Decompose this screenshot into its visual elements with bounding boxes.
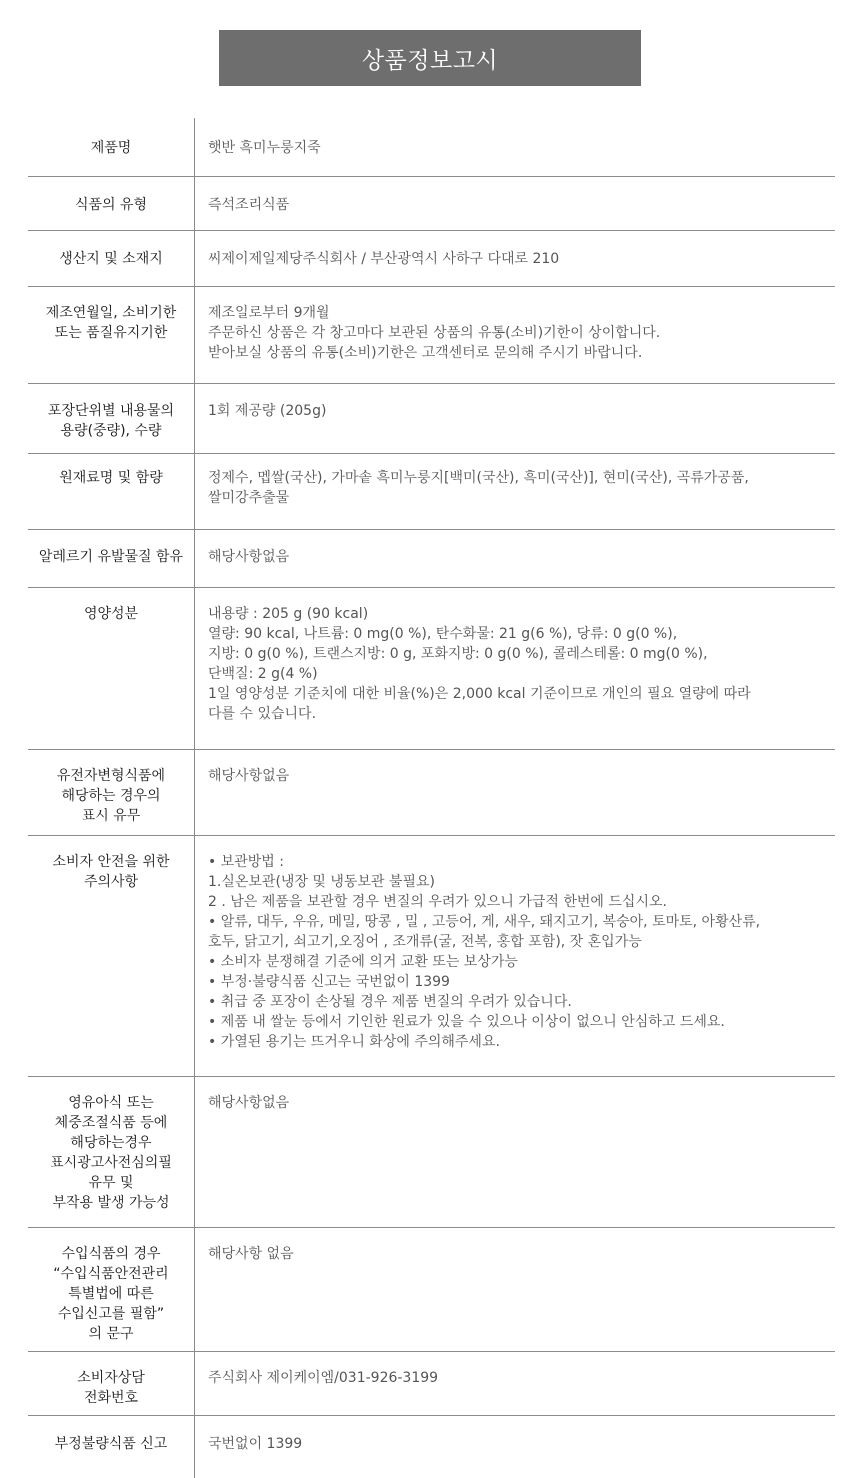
row-label-line: 해당하는 경우의: [61, 788, 161, 804]
row-value-line: • 알류, 대두, 우유, 메밀, 땅콩 , 밀 , 고등어, 게, 새우, 돼지고기, 복숭아, 토마토, 아황산류,: [208, 914, 761, 930]
row-label-line: 알레르기 유발물질 함유: [38, 549, 184, 565]
row-label: [28, 1244, 194, 1344]
table-row: [28, 231, 835, 287]
row-value-line: 해당사항없음: [208, 1095, 290, 1111]
row-label-line: 소비자상담: [77, 1370, 145, 1386]
table-row: [28, 1228, 835, 1352]
row-label-line: 해당하는경우: [70, 1135, 152, 1151]
row-label-line: 식품의 유형: [74, 197, 148, 213]
row-value: [208, 547, 828, 567]
row-value-line: 2 . 남은 제품을 보관할 경우 변질의 우려가 있으니 가급적 한번에 드십시오.: [208, 894, 667, 910]
row-label-line: 영양성분: [83, 606, 139, 622]
table-row: [28, 1352, 835, 1416]
row-value: [208, 604, 828, 724]
table-row: [28, 454, 835, 530]
row-value-line: 쌀미강추출물: [208, 490, 290, 506]
table-row: [28, 588, 835, 750]
row-label-line: 제조연월일, 소비기한: [45, 305, 177, 321]
row-label-line: 제품명: [90, 140, 132, 156]
row-value: [208, 1244, 828, 1264]
row-value: [208, 852, 828, 1052]
row-value: [208, 195, 828, 215]
row-label: [28, 547, 194, 567]
row-value: [208, 249, 828, 269]
row-value: [208, 766, 828, 786]
row-value: [208, 1093, 828, 1113]
row-label-line: 용량(중량), 수량: [60, 423, 162, 439]
row-label-line: 영유아식 또는: [68, 1095, 154, 1111]
row-value-line: 주문하신 상품은 각 창고마다 보관된 상품의 유통(소비)기한이 상이합니다.: [208, 325, 661, 341]
row-value-line: 받아보실 상품의 유통(소비)기한은 고객센터로 문의해 주시기 바랍니다.: [208, 345, 643, 361]
row-label-line: 특별법에 따른: [68, 1286, 154, 1302]
row-value-line: • 보관방법 :: [208, 854, 284, 870]
row-label: [28, 303, 194, 343]
row-value-line: 해당사항없음: [208, 549, 290, 565]
row-label: [28, 195, 194, 215]
row-value-line: 내용량 : 205 g (90 kcal): [208, 606, 369, 622]
row-value-line: 햇반 흑미누룽지죽: [208, 140, 321, 156]
row-label-line: 부정불량식품 신고: [54, 1436, 168, 1452]
table-row: [28, 530, 835, 588]
row-label-line: 소비자 안전을 위한: [52, 854, 170, 870]
row-value-line: 국번없이 1399: [208, 1436, 303, 1452]
row-label: [28, 604, 194, 624]
row-value-line: 정제수, 멥쌀(국산), 가마솥 흑미누룽지[백미(국산), 흑미(국산)], 현미(국산), 곡류가공품,: [208, 470, 749, 486]
row-value: [208, 401, 828, 421]
table-row: [28, 118, 835, 177]
row-label-line: 의 문구: [88, 1326, 134, 1342]
row-value-line: 열량: 90 kcal, 나트륨: 0 mg(0 %), 탄수화물: 21 g(6 %), 당류: 0 g(0 %),: [208, 626, 678, 642]
row-label: [28, 138, 194, 158]
row-label-line: 주의사항: [83, 874, 139, 890]
table-row: [28, 287, 835, 384]
row-label-line: 원재료명 및 함량: [59, 470, 163, 486]
row-label-line: 부작용 발생 가능성: [52, 1195, 170, 1211]
row-label: [28, 1434, 194, 1454]
table-row: [28, 177, 835, 231]
row-value-line: 1회 제공량 (205g): [208, 403, 327, 419]
table-row: [28, 750, 835, 836]
row-value-line: 호두, 닭고기, 쇠고기,오징어 , 조개류(굴, 전복, 홍합 포함), 잣 혼입가능: [208, 934, 642, 950]
row-value-line: 해당사항 없음: [208, 1246, 294, 1262]
row-value-line: 다를 수 있습니다.: [208, 706, 317, 722]
row-value: [208, 468, 828, 508]
row-value-line: 제조일로부터 9개월: [208, 305, 330, 321]
row-value-line: 1일 영양성분 기준치에 대한 비율(%)은 2,000 kcal 기준이므로 개인의 필요 열량에 따라: [208, 686, 751, 702]
row-label: [28, 468, 194, 488]
row-label-line: “수입식품안전관리: [53, 1266, 169, 1282]
row-value-line: • 취급 중 포장이 손상될 경우 제품 변질의 우려가 있습니다.: [208, 994, 572, 1010]
table-row: [28, 836, 835, 1077]
row-label-line: 포장단위별 내용물의: [47, 403, 175, 419]
row-value-line: • 제품 내 쌀눈 등에서 기인한 원료가 있을 수 있으나 이상이 없으니 안심하고 드세요.: [208, 1014, 725, 1030]
table-row: [28, 1077, 835, 1228]
row-value-line: • 소비자 분쟁해결 기준에 의거 교환 또는 보상가능: [208, 954, 518, 970]
row-label-line: 생산지 및 소재지: [59, 251, 163, 267]
row-value-line: 지방: 0 g(0 %), 트랜스지방: 0 g, 포화지방: 0 g(0 %), 콜레스테롤: 0 mg(0 %),: [208, 646, 708, 662]
row-value-line: 1.실온보관(냉장 및 냉동보관 불필요): [208, 874, 435, 890]
table-row: [28, 1416, 835, 1477]
row-label: [28, 401, 194, 441]
row-value-line: 주식회사 제이케이엠/031-926-3199: [208, 1370, 439, 1386]
row-value-line: 해당사항없음: [208, 768, 290, 784]
row-label: [28, 249, 194, 269]
row-value: [208, 303, 828, 363]
row-label: [28, 1368, 194, 1408]
row-label-line: 수입식품의 경우: [61, 1246, 161, 1262]
row-label-line: 유전자변형식품에: [56, 768, 166, 784]
row-label: [28, 1093, 194, 1213]
row-label-line: 전화번호: [83, 1390, 139, 1406]
row-label-line: 체중조절식품 등에: [54, 1115, 168, 1131]
row-value: [208, 1368, 828, 1388]
row-label: [28, 766, 194, 826]
row-value: [208, 1434, 828, 1454]
row-label-line: 표시 유무: [81, 808, 141, 824]
row-value-line: 씨제이제일제당주식회사 / 부산광역시 사하구 다대로 210: [208, 251, 560, 267]
row-label-line: 유무 및: [88, 1175, 134, 1191]
row-label-line: 표시광고사전심의필: [50, 1155, 172, 1171]
row-value: [208, 138, 828, 158]
row-label-line: 또는 품질유지기한: [54, 325, 168, 341]
row-value-line: 즉석조리식품: [208, 197, 290, 213]
row-value-line: • 가열된 용기는 뜨거우니 화상에 주의해주세요.: [208, 1034, 500, 1050]
table-row: [28, 384, 835, 454]
row-label-line: 수입신고를 필함”: [57, 1306, 165, 1322]
page-title: 상품정보고시: [219, 30, 641, 86]
row-value-line: • 부정·불량식품 신고는 국번없이 1399: [208, 974, 450, 990]
row-label: [28, 852, 194, 892]
row-value-line: 단백질: 2 g(4 %): [208, 666, 318, 682]
